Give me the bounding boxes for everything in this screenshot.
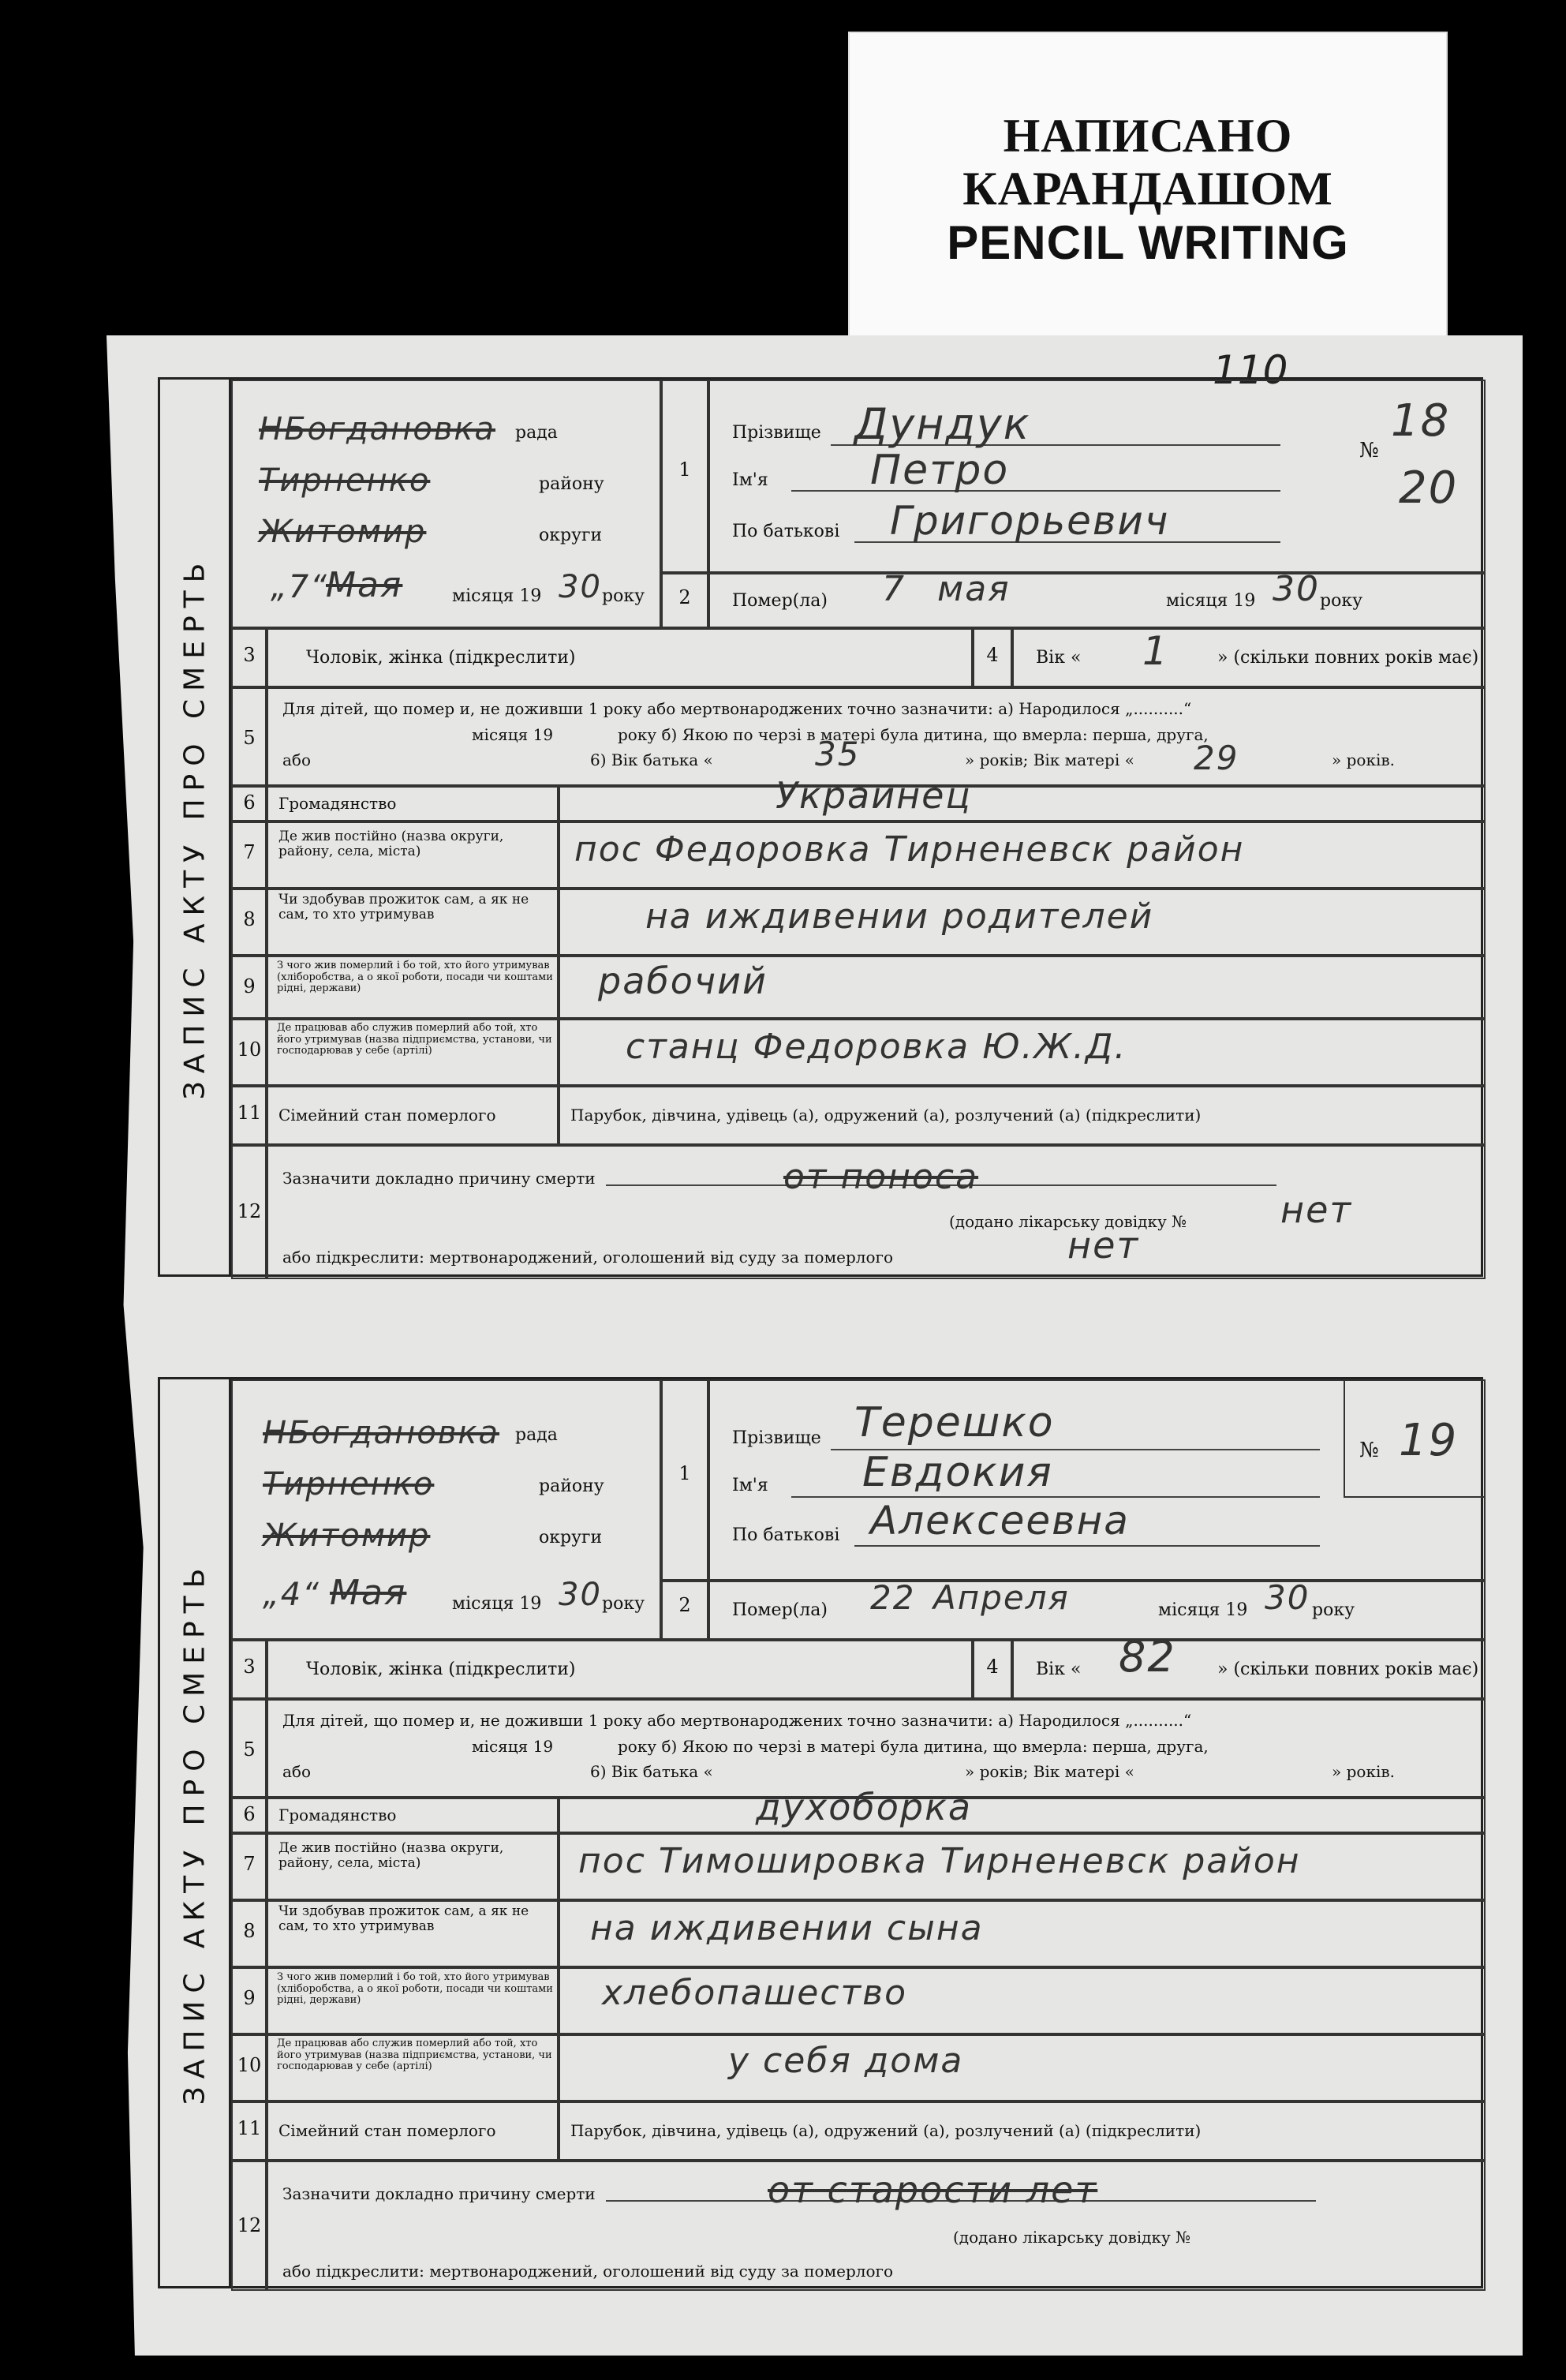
died-day: 22 <box>870 1578 916 1617</box>
patronymic-value: Алексеевна <box>870 1498 1130 1544</box>
citizenship-value-cell <box>559 1798 1486 1833</box>
residence-label: Де жив постійно (назва округи, району, села, міста) <box>278 1840 504 1871</box>
row-number: 5 <box>243 1738 256 1761</box>
name-label: Ім'я <box>732 1476 768 1495</box>
died-year: 30 <box>1273 569 1320 609</box>
reg-month: Мая <box>326 565 403 605</box>
record-number-top: 18 <box>1391 395 1451 447</box>
children-month: місяця 19 <box>472 1737 554 1756</box>
year-label: року <box>602 586 645 606</box>
years-tail: » років. <box>1332 1762 1395 1781</box>
side-title-text: ЗАПИС АКТУ ПРО СМЕРТЬ <box>178 1560 211 2105</box>
record-number-label: № <box>1359 439 1379 462</box>
citizenship-label: Громадянство <box>278 794 397 813</box>
died-month: мая <box>937 569 1011 609</box>
rada-value: НБогдановка <box>263 1415 500 1451</box>
name-value: Евдокия <box>862 1449 1053 1496</box>
workplace-label: Де працював або служив померлий або той, хто його утримував (назва підприємства, установи, чи господарював у себе (артілі) <box>277 2038 552 2073</box>
stillborn-label: або підкреслити: мертвонароджений, оголошений від суду за померлого <box>282 2262 894 2281</box>
children-line-2: року б) Якою по черзі в матері була дитина, що вмерла: перша, друга, <box>618 1737 1209 1756</box>
father-age-label: 6) Вік батька « <box>590 750 713 769</box>
age-tail: » (скільки повних років має) <box>1217 1660 1479 1679</box>
marital-label: Сімейний стан померлого <box>278 2121 496 2140</box>
death-record-2 <box>158 1377 1483 2288</box>
row-number: 7 <box>243 1853 256 1875</box>
month-label: місяця 19 <box>452 1594 542 1614</box>
marital-options: Парубок, дівчина, удівець (а), одружений (а), розлучений (а) (підкреслити) <box>570 2121 1202 2140</box>
month-label: місяця 19 <box>452 586 542 606</box>
source-label: З чого жив померлий і бо той, хто його утримував (хліборобства, а о якої роботи, посади чи коштами рідні, держави) <box>277 960 553 995</box>
source-label: З чого жив померлий і бо той, хто його утримував (хліборобства, а о якої роботи, посади чи коштами рідні, держави) <box>277 1971 553 2007</box>
row-number: 10 <box>237 2054 262 2076</box>
archive-label-card <box>848 32 1448 347</box>
cert-value-2: нет <box>1067 1224 1140 1267</box>
citizenship-value: духоборка <box>756 1786 973 1828</box>
row-number: 3 <box>243 644 256 666</box>
row-number: 2 <box>678 1594 691 1616</box>
row-number: 4 <box>986 1656 999 1678</box>
surname-value: Дундук <box>854 399 1031 449</box>
row-number: 1 <box>678 1462 691 1484</box>
age-value: 1 <box>1142 628 1169 674</box>
surname-value: Терешко <box>854 1399 1055 1446</box>
row-number: 8 <box>243 1920 256 1942</box>
workplace-value-cell <box>559 2034 1486 2101</box>
workplace-value: у себя дома <box>728 2041 964 2081</box>
cause-label: Зазначити докладно причину смерти <box>282 2184 596 2203</box>
row-number: 3 <box>243 1656 256 1678</box>
name-block <box>708 380 1486 573</box>
name-value: Петро <box>870 447 1010 494</box>
source-value: рабочий <box>598 960 768 1002</box>
father-age-value: 35 <box>815 735 861 773</box>
rada-label: рада <box>515 423 558 443</box>
residence-value: пос Тимошировка Тирненевск район <box>578 1841 1301 1881</box>
row-number: 12 <box>237 2214 262 2236</box>
cause-label: Зазначити докладно причину смерти <box>282 1169 596 1188</box>
residence-label: Де жив постійно (назва округи, району, села, міста) <box>278 829 504 859</box>
cause-value: от старости лет <box>768 2169 1098 2211</box>
okrug-value: Житомир <box>263 1517 431 1554</box>
residence-value: пос Федоровка Тирненевск район <box>574 829 1245 870</box>
children-line-1: Для дітей, що помер и, не доживши 1 року або мертвонароджених точно зазначити: а) Народилося „..........“ <box>282 1711 1192 1730</box>
okrug-value: Житомир <box>259 514 427 550</box>
row-number: 10 <box>237 1038 262 1061</box>
died-year-label: року <box>1320 591 1363 611</box>
cause-value: от поноса <box>783 1157 979 1197</box>
livelihood-value: на иждивении сына <box>590 1908 984 1948</box>
raion-label: району <box>539 1476 604 1496</box>
mother-age-label: » років; Вік матері « <box>965 1762 1134 1781</box>
row-number: 5 <box>243 727 256 749</box>
rada-value: НБогдановка <box>259 411 496 447</box>
label-line-3: PENCIL WRITING <box>947 215 1349 269</box>
surname-label: Прізвище <box>732 1428 821 1448</box>
children-line-1: Для дітей, що помер и, не доживши 1 року або мертвонароджених точно зазначити: а) Народилося „..........“ <box>282 699 1192 718</box>
children-month: місяця 19 <box>472 725 554 744</box>
workplace-label: Де працював або служив померлий або той, хто його утримував (назва підприємства, установи, чи господарював у себе (артілі) <box>277 1022 552 1057</box>
children-or: або <box>282 750 312 769</box>
death-record-1 <box>158 377 1483 1277</box>
mother-age-label: » років; Вік матері « <box>965 750 1134 769</box>
sex-label: Чоловік, жінка (підкреслити) <box>306 648 576 668</box>
sex-label: Чоловік, жінка (підкреслити) <box>306 1660 576 1679</box>
row-number: 12 <box>237 1200 262 1222</box>
age-label: Вік « <box>1036 1660 1082 1679</box>
row-number: 9 <box>243 975 256 997</box>
record-number-bottom: 20 <box>1399 462 1459 514</box>
cert-value: нет <box>1280 1188 1353 1231</box>
died-label: Помер(ла) <box>732 1600 828 1620</box>
row-number: 7 <box>243 841 256 863</box>
marital-label: Сімейний стан померлого <box>278 1106 496 1125</box>
patronymic-value: Григорьевич <box>890 498 1170 544</box>
record-number: 19 <box>1399 1415 1459 1466</box>
mother-age-value: 29 <box>1194 739 1239 777</box>
reg-day: „7“ <box>271 569 328 605</box>
row-number: 6 <box>243 791 256 814</box>
row-number: 6 <box>243 1803 256 1825</box>
row-number: 4 <box>986 644 999 666</box>
marital-options: Парубок, дівчина, удівець (а), одружений (а), розлучений (а) (підкреслити) <box>570 1106 1202 1125</box>
row-number: 11 <box>237 1102 262 1124</box>
citizenship-value-cell <box>559 786 1486 821</box>
workplace-value: станц Федоровка Ю.Ж.Д. <box>626 1027 1127 1067</box>
raion-value: Тирненко <box>259 462 431 499</box>
livelihood-label: Чи здобував прожиток сам, а як не сам, то хто утримував <box>278 892 529 922</box>
died-year-label: року <box>1312 1600 1355 1620</box>
citizenship-value: Украинец <box>776 774 972 817</box>
source-value: хлебопашество <box>602 1973 908 2013</box>
children-line-2: року б) Якою по черзі в матері була дитина, що вмерла: перша, друга, <box>618 725 1209 744</box>
father-age-label: 6) Вік батька « <box>590 1762 713 1781</box>
surname-label: Прізвище <box>732 423 821 443</box>
age-tail: » (скільки повних років має) <box>1217 648 1479 668</box>
raion-label: району <box>539 474 604 494</box>
side-title-text: ЗАПИС АКТУ ПРО СМЕРТЬ <box>178 555 211 1099</box>
row-number: 2 <box>678 586 691 608</box>
died-year: 30 <box>1265 1578 1310 1617</box>
children-or: або <box>282 1762 312 1781</box>
reg-month: Мая <box>330 1573 407 1613</box>
years-tail: » років. <box>1332 750 1395 769</box>
okrug-label: округи <box>539 1528 603 1547</box>
row-number: 11 <box>237 2117 262 2139</box>
died-month-label: місяця 19 <box>1158 1600 1248 1620</box>
cert-label: (додано лікарську довідку № <box>949 1212 1187 1231</box>
patronymic-label: По батькові <box>732 1525 840 1545</box>
livelihood-value: на иждивении родителей <box>645 896 1154 937</box>
died-label: Помер(ла) <box>732 591 828 611</box>
patronymic-line <box>854 1545 1320 1547</box>
reg-day: „4“ <box>263 1577 320 1613</box>
cert-label: (додано лікарську довідку № <box>953 2228 1191 2247</box>
raion-value: Тирненко <box>263 1466 435 1502</box>
livelihood-label: Чи здобував прожиток сам, а як не сам, то хто утримував <box>278 1903 529 1934</box>
stillborn-label: або підкреслити: мертвонароджений, оголошений від суду за померлого <box>282 1248 894 1267</box>
row-number: 1 <box>678 458 691 481</box>
name-label: Ім'я <box>732 470 768 490</box>
record-side-title <box>160 1379 231 2286</box>
died-month: Апреля <box>933 1578 1070 1617</box>
age-value: 82 <box>1119 1632 1176 1682</box>
okrug-label: округи <box>539 526 603 545</box>
year-label: року <box>602 1594 645 1614</box>
reg-year: 30 <box>559 569 602 605</box>
age-label: Вік « <box>1036 648 1082 668</box>
record-number-label: № <box>1359 1439 1379 1462</box>
label-line-1: НАПИСАНО <box>1003 110 1293 163</box>
record-side-title <box>160 380 231 1274</box>
died-month-label: місяця 19 <box>1166 591 1256 611</box>
rada-label: рада <box>515 1425 558 1445</box>
patronymic-label: По батькові <box>732 522 840 541</box>
folio-number: 110 <box>1213 347 1288 393</box>
citizenship-label: Громадянство <box>278 1806 397 1824</box>
died-day: 7 <box>882 569 906 609</box>
name-line <box>791 490 1280 492</box>
row-number: 9 <box>243 1987 256 2009</box>
reg-year: 30 <box>559 1577 602 1613</box>
row-number: 8 <box>243 908 256 930</box>
label-line-2: КАРАНДАШОМ <box>962 163 1333 215</box>
